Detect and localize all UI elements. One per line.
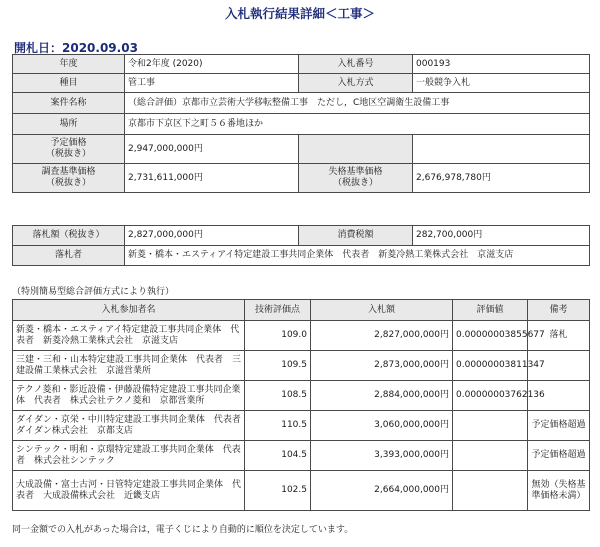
fail-price-label xyxy=(299,164,413,193)
info-table xyxy=(12,54,590,193)
survey-price-label-2: （税抜き） xyxy=(45,178,91,188)
amount-cell: 2,664,000,000円 xyxy=(311,471,453,511)
award-price-label: 落札額（税抜き） xyxy=(13,226,125,246)
estimated-price-label xyxy=(13,135,125,164)
footer-note: 同一金額での入札があった場合は，電子くじにより自動的に順位を決定しています。 xyxy=(12,525,354,535)
type-value: 管工事 xyxy=(125,74,299,93)
estimated-price-label-2: （税抜き） xyxy=(45,149,91,159)
bid-no-value: 000193 xyxy=(413,55,590,74)
survey-price-label xyxy=(13,164,125,193)
estimated-price-value: 2,947,000,000円 xyxy=(125,135,299,164)
remark-cell: 予定価格超過 xyxy=(528,441,590,471)
value-cell: 0.00000003811347 xyxy=(453,351,528,381)
participant-name: テクノ菱和・影近設備・伊藤設備特定建設工事共同企業体 代表者 株式会社テクノ菱和 京都営業所 xyxy=(13,381,245,411)
fail-price-label-1: 失格基準価格 xyxy=(328,167,383,177)
evaluation-method-note: （特別簡易型総合評価方式により執行） xyxy=(12,287,175,297)
type-label: 種目 xyxy=(13,74,125,93)
method-value: 一般競争入札 xyxy=(413,74,590,93)
open-date: 開札日：2020.09.03 xyxy=(14,41,138,55)
survey-price-value: 2,731,611,000円 xyxy=(125,164,299,193)
value-cell: 0.00000003762136 xyxy=(453,381,528,411)
year-value: 令和2年度 (2020) xyxy=(125,55,299,74)
method-label: 入札方式 xyxy=(299,74,413,93)
remark-cell: 無効（失格基準価格未満） xyxy=(528,471,590,511)
header-participant: 入札参加者名 xyxy=(13,300,245,321)
place-value: 京都市下京区下之町５６番地ほか xyxy=(125,114,590,135)
score-cell: 104.5 xyxy=(245,441,311,471)
score-cell: 108.5 xyxy=(245,381,311,411)
winner-value: 新菱・橋本・エスティアイ特定建設工事共同企業体 代表者 新菱冷熱工業株式会社 京滋支店 xyxy=(125,246,590,266)
winner-label: 落札者 xyxy=(13,246,125,266)
estimated-price-label-1: 予定価格 xyxy=(50,138,87,148)
survey-price-label-1: 調査基準価格 xyxy=(41,167,96,177)
amount-cell: 3,393,000,000円 xyxy=(311,441,453,471)
fail-price-label-2: （税抜き） xyxy=(332,178,378,188)
amount-cell: 2,884,000,000円 xyxy=(311,381,453,411)
tax-label: 消費税額 xyxy=(299,226,413,246)
bid-no-label: 入札番号 xyxy=(299,55,413,74)
table-row xyxy=(13,411,590,441)
header-amount: 入札額 xyxy=(311,300,453,321)
participant-name: 三建・三和・山本特定建設工事共同企業体 代表者 三建設備工業株式会社 京滋営業所 xyxy=(13,351,245,381)
amount-cell: 2,873,000,000円 xyxy=(311,351,453,381)
tax-value: 282,700,000円 xyxy=(413,226,590,246)
case-label: 案件名称 xyxy=(13,93,125,114)
award-table xyxy=(12,225,590,266)
fail-price-value: 2,676,978,780円 xyxy=(413,164,590,193)
place-label: 場所 xyxy=(13,114,125,135)
value-cell xyxy=(453,411,528,441)
header-remark: 備考 xyxy=(528,300,590,321)
amount-cell: 3,060,000,000円 xyxy=(311,411,453,441)
table-row xyxy=(13,441,590,471)
table-row xyxy=(13,351,590,381)
value-cell xyxy=(453,471,528,511)
participants-table xyxy=(12,299,590,511)
score-cell: 110.5 xyxy=(245,411,311,441)
empty-label-cell xyxy=(299,135,413,164)
header-value: 評価値 xyxy=(453,300,528,321)
value-cell: 0.00000003855677 xyxy=(453,321,528,351)
table-row xyxy=(13,381,590,411)
table-row xyxy=(13,321,590,351)
score-cell: 102.5 xyxy=(245,471,311,511)
remark-cell: 予定価格超過 xyxy=(528,411,590,441)
participant-name: ダイダン・京栄・中川特定建設工事共同企業体 代表者 ダイダン株式会社 京都支店 xyxy=(13,411,245,441)
table-row xyxy=(13,471,590,511)
empty-value-cell xyxy=(413,135,590,164)
award-price-value: 2,827,000,000円 xyxy=(125,226,299,246)
year-label: 年度 xyxy=(13,55,125,74)
page-title: 入札執行結果詳細＜工事＞ xyxy=(224,6,375,21)
participant-name: 大成設備・富士古河・日管特定建設工事共同企業体 代表者 大成設備株式会社 近畿支店 xyxy=(13,471,245,511)
amount-cell: 2,827,000,000円 xyxy=(311,321,453,351)
remark-cell: 落札 xyxy=(528,321,590,351)
participant-name: 新菱・橋本・エスティアイ特定建設工事共同企業体 代表者 新菱冷熱工業株式会社 京滋支店 xyxy=(13,321,245,351)
participant-name: シンテック・明和・京環特定建設工事共同企業体 代表者 株式会社シンテック xyxy=(13,441,245,471)
header-score: 技術評価点 xyxy=(245,300,311,321)
score-cell: 109.0 xyxy=(245,321,311,351)
case-value: （総合評価）京都市立芸術大学移転整備工事 ただし，C地区空調衛生設備工事 xyxy=(125,93,590,114)
score-cell: 109.5 xyxy=(245,351,311,381)
value-cell xyxy=(453,441,528,471)
